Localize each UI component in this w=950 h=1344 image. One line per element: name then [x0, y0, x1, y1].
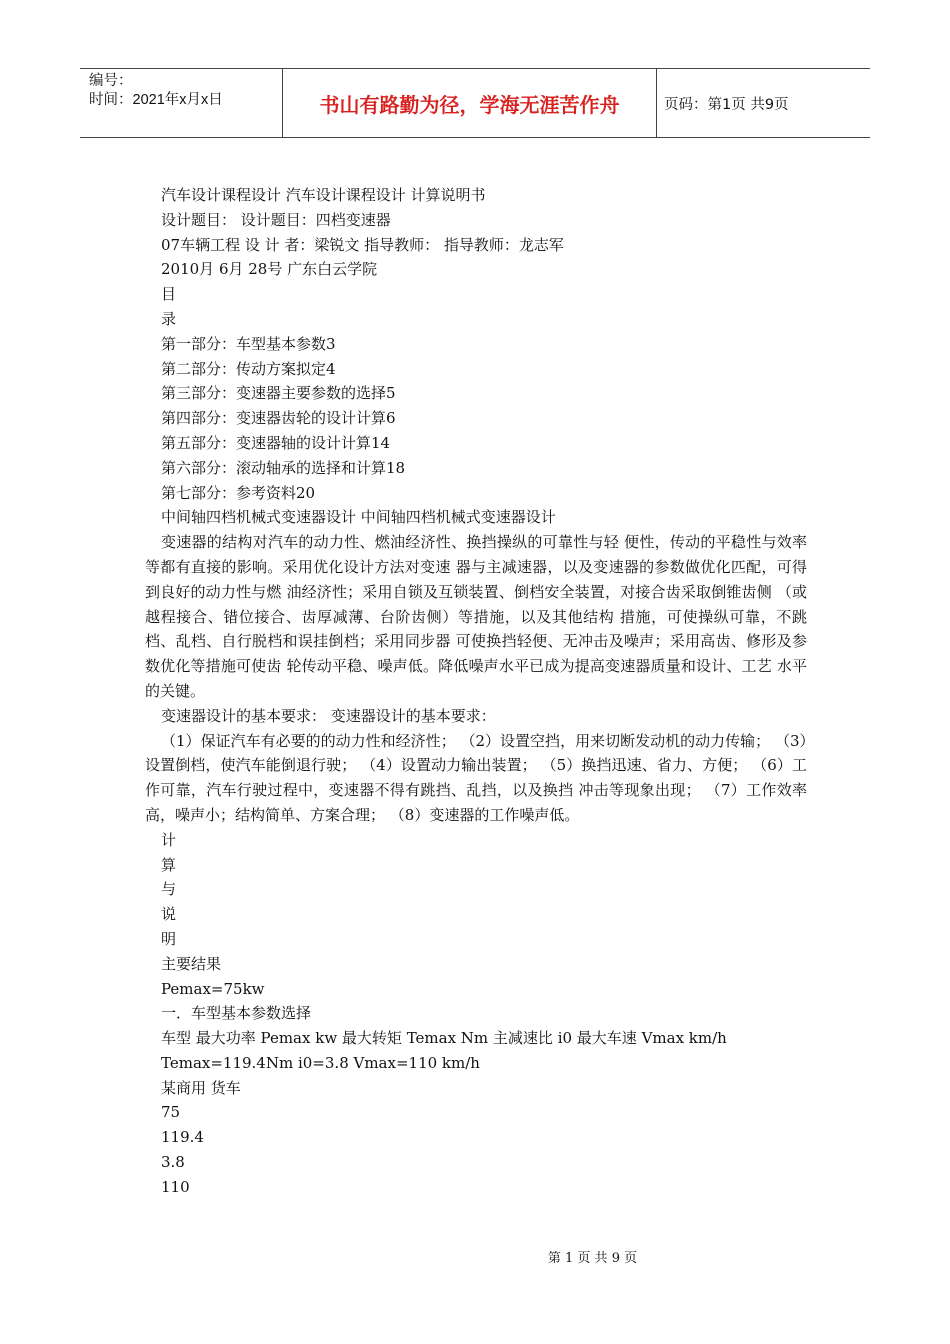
page-header — [80, 68, 870, 138]
toc-item: 第三部分：变速器主要参数的选择5 — [161, 384, 396, 403]
text-line: Temax=119.4Nm i0=3.8 Vmax=110 km/h — [161, 1053, 480, 1072]
paragraph-intro: 变速器的结构对汽车的动力性、燃油经济性、换挡操纵的可靠性与轻 便性，传动的平稳性与效率等都有直接的影响。采用优化设计方法对变速 器与主减速器，以及变速器的参数做优化匹配，可得到良好的动力性与燃 油经济性；采用自锁及互锁装置、倒档安全装置，对接合齿采取倒锥齿侧 （或越程接合、错位接合、齿厚减薄、台阶齿侧）等措施，以及其他结构 措施，可使操纵可靠，不跳档、乱档、自行脱档和误挂倒档；采用同步器 可使换挡轻便、无冲击及噪声；采用高齿、修形及参数优化等措施可使齿 轮传动平稳、噪声低。降低噪声水平已成为提高变速器质量和设计、工艺 水平的关键。 — [145, 533, 807, 700]
toc-heading-1: 目 — [161, 285, 177, 304]
text-line: 119.4 — [161, 1128, 204, 1147]
text-line: 一．车型基本参数选择 — [161, 1004, 312, 1023]
text-line: 汽车设计课程设计 汽车设计课程设计 计算说明书 — [161, 186, 486, 204]
page-footer: 第 1 页 共 9 页 — [547, 1251, 638, 1266]
date-label: 时间：2021年x月x日 — [89, 92, 223, 108]
toc-item: 第二部分：传动方案拟定4 — [161, 359, 336, 378]
text-line: Pemax=75kw — [161, 979, 265, 998]
text-line: 算 — [161, 855, 177, 874]
text-line: 110 — [161, 1177, 190, 1196]
text-line: 某商用 货车 — [161, 1078, 241, 1097]
header-meta — [80, 69, 282, 137]
text-line: 75 — [161, 1103, 181, 1122]
text-line: 2010月 6月 28号 广东白云学院 — [161, 260, 378, 279]
text-line: 主要结果 — [161, 954, 222, 973]
text-line: 说 — [161, 905, 177, 924]
text-line: 计 — [161, 830, 177, 849]
toc-item: 第一部分：车型基本参数3 — [161, 334, 336, 353]
toc-item: 第四部分：变速器齿轮的设计计算6 — [161, 409, 396, 428]
text-line: 车型 最大功率 Pemax kw 最大转矩 Temax Nm 主减速比 i0 最大车速 Vmax km/h — [161, 1029, 727, 1048]
number-label: 编号： — [89, 73, 133, 89]
text-line: 07车辆工程 设 计 者：梁锐文 指导教师： 指导教师：龙志军 — [161, 235, 564, 254]
toc-item: 第七部分：参考资料20 — [161, 483, 316, 502]
text-line: 与 — [161, 880, 177, 899]
text-line: 设计题目： 设计题目：四档变速器 — [161, 210, 391, 229]
section-title: 中间轴四档机械式变速器设计 中间轴四档机械式变速器设计 — [161, 508, 556, 527]
toc-item: 第五部分：变速器轴的设计计算14 — [161, 433, 391, 452]
text-line: 3.8 — [161, 1153, 185, 1172]
toc-heading-2: 录 — [161, 309, 177, 328]
requirements-heading: 变速器设计的基本要求： 变速器设计的基本要求： — [161, 706, 496, 725]
text-line: 明 — [161, 929, 177, 948]
toc-item: 第六部分：滚动轴承的选择和计算18 — [161, 458, 406, 477]
document-body — [145, 183, 807, 1200]
paragraph-requirements: （1）保证汽车有必要的的动力性和经济性； （2）设置空挡，用来切断发动机的动力传输； （3）设置倒档，使汽车能倒退行驶； （4）设置动力输出装置； （5）换挡迅速、省力、方便； （6）工作可靠，汽车行驶过程中，变速器不得有跳挡、乱挡，以及换挡 冲击等现象出现； （7）工作效率高，噪声小；结构简单、方案合理； （8）变速器的工作噪声低。 — [145, 731, 807, 824]
header-page-info: 页码：第1页 共9页 — [664, 96, 789, 113]
header-motto: 书山有路勤为径，学海无涯苦作舟 — [282, 69, 657, 137]
